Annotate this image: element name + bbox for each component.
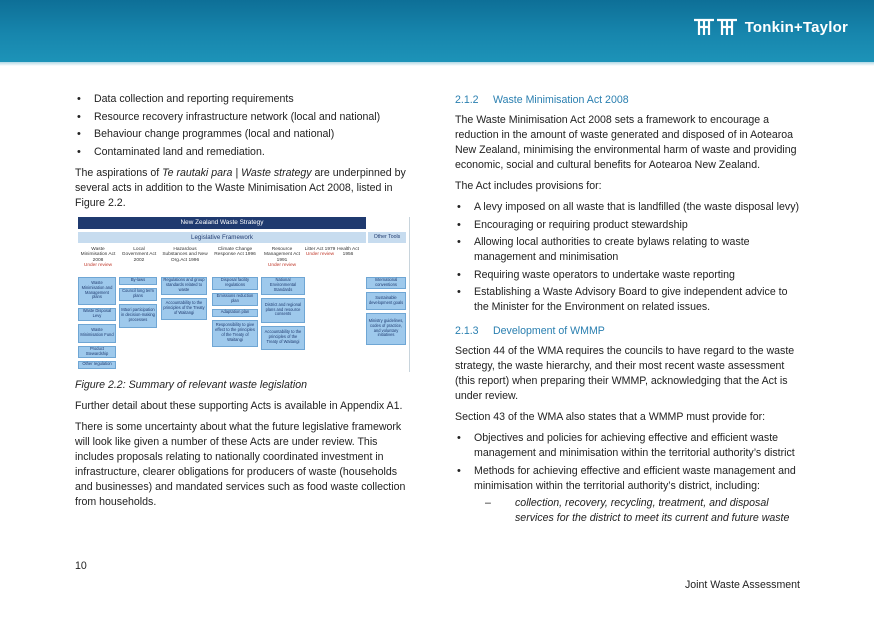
page-number: 10 bbox=[75, 560, 87, 572]
act-name: Waste Minimisation Act 2008 bbox=[80, 246, 116, 263]
act-status: Under review bbox=[305, 252, 335, 258]
act-label bbox=[336, 247, 360, 258]
list-item: • Behaviour change programmes (local and national) bbox=[75, 127, 415, 142]
figure-title: New Zealand Waste Strategy bbox=[78, 217, 366, 229]
list-item: • Establishing a Waste Advisory Board to give independent advice to the Minister for the Environment on related issues. bbox=[455, 285, 800, 315]
resource-box: National Environmental Standards bbox=[261, 277, 305, 295]
list-item: • Requiring waste operators to undertake waste reporting bbox=[455, 268, 800, 283]
appendix-paragraph: Further detail about these supporting Acts is available in Appendix A1. bbox=[75, 399, 403, 412]
legislative-framework-bar: Legislative Framework bbox=[78, 232, 366, 243]
header-band bbox=[0, 0, 874, 62]
act-label bbox=[261, 247, 303, 269]
section-heading-2-1-2 bbox=[455, 93, 800, 108]
legislation-figure bbox=[75, 217, 410, 372]
text-span: are underpinned by several acts in addition to the Waste Minimisation Act 2008, listed in Figure 2.2. bbox=[75, 166, 406, 209]
strategy-title: Te rautaki para | Waste strategy bbox=[162, 166, 312, 179]
hazard-box: Regulations and group standards related to waste bbox=[161, 277, 207, 295]
aspirations-paragraph bbox=[75, 166, 415, 211]
climate-box: Responsibility to give effect to the principles of the Treaty of Waitangi bbox=[212, 320, 258, 347]
hazard-box: Accountability to the principles of the Treaty of Waitangi bbox=[161, 298, 207, 320]
right-column bbox=[455, 92, 800, 526]
text-span: The aspirations of bbox=[75, 166, 163, 179]
waste-plan-box: Other regulation bbox=[78, 361, 116, 369]
act-name: Climate Change Response Act 1996 bbox=[214, 246, 256, 258]
other-tools-bar: Other Tools bbox=[368, 232, 406, 243]
wmmp-provisions-list bbox=[455, 431, 800, 494]
uncertainty-paragraph: There is some uncertainty about what the future legislative framework will look like given a number of these Acts are under review. This includes proposals relating to nationally coordinated investment in infrastructure, clearer obligations for producers of waste (households and businesses) and mandated services such as food waste collection from households. bbox=[75, 420, 406, 508]
resource-box: District and regional plans and resource consents bbox=[261, 298, 305, 323]
list-item: • Methods for achieving effective and efficient waste management and minimisation within the territorial authority’s district, including: bbox=[455, 464, 800, 494]
left-bullet-list bbox=[75, 92, 415, 160]
waste-plan-box: Waste Minimisation and Management plans bbox=[78, 277, 116, 305]
climate-box: Emissions reduction plan bbox=[212, 293, 258, 306]
local-gov-box: Council long term plans bbox=[119, 288, 157, 301]
list-item: • Encouraging or requiring product stewardship bbox=[455, 218, 800, 233]
act-name: Health Act 1956 bbox=[337, 246, 359, 258]
brand-logo[interactable] bbox=[693, 17, 848, 37]
waste-plan-box: Product Stewardship bbox=[78, 346, 116, 358]
sub-list-text: collection, recovery, recycling, treatment, and disposal services for the district to meet its current and future waste bbox=[515, 497, 790, 524]
section-44-paragraph: Section 44 of the WMA requires the councils to have regard to the waste strategy, the waste hierarchy, and their most recent waste assessment (this report) when preparing their WMMP, acknowledging that the Act is under review. bbox=[455, 345, 795, 402]
other-tools-box: International conventions bbox=[366, 277, 406, 289]
provisions-intro: The Act includes provisions for: bbox=[455, 180, 602, 192]
section-title: Development of WMMP bbox=[493, 325, 605, 337]
list-item: • Contaminated land and remediation. bbox=[75, 145, 415, 160]
list-item: • Data collection and reporting requirements bbox=[75, 92, 415, 107]
climate-box: Adaptation plan bbox=[212, 309, 258, 317]
resource-box: Accountability to the principles of the Treaty of Waitangi bbox=[261, 326, 305, 350]
figure-caption: Figure 2.2: Summary of relevant waste legislation bbox=[75, 378, 307, 391]
act-name: Hazardous Substances and New Org.Act 1996 bbox=[162, 246, 208, 263]
other-tools-box: Sustainable development goals bbox=[366, 292, 406, 310]
footer-doc-title: Joint Waste Assessment bbox=[684, 579, 800, 591]
local-gov-box: By-laws bbox=[119, 277, 157, 285]
provisions-list bbox=[455, 200, 800, 315]
act-label bbox=[78, 247, 118, 269]
other-tools-box: Ministry guidelines, codes of practice, and voluntary initiatives bbox=[366, 313, 406, 345]
section-title: Waste Minimisation Act 2008 bbox=[493, 94, 629, 106]
act-name: Resource Management Act 1991 bbox=[264, 246, 300, 263]
wma-paragraph: The Waste Minimisation Act 2008 sets a framework to encourage a reduction in the amount of waste generated and disposed of in Aotearoa New Zealand, minimising the environmental harm of waste and providing economic, social and cultural benefits for Aotearoa New Zealand. bbox=[455, 114, 797, 171]
list-item: • Objectives and policies for achieving effective and efficient waste management and minimisation within the territorial authority’s district bbox=[455, 431, 800, 461]
act-name: Local Government Act 2002 bbox=[121, 246, 157, 263]
act-status: Under review bbox=[267, 263, 297, 269]
left-column bbox=[75, 92, 415, 516]
act-label bbox=[212, 247, 258, 258]
act-status: Under review bbox=[83, 263, 113, 269]
section-heading-2-1-3 bbox=[455, 324, 800, 339]
sub-list-item bbox=[455, 496, 800, 526]
act-label bbox=[304, 247, 336, 258]
local-gov-box: Māori participation in decision-making processes bbox=[119, 304, 157, 328]
waste-plan-box: Waste Minimisation Fund bbox=[78, 324, 116, 343]
section-number: 2.1.3 bbox=[455, 325, 479, 337]
waste-plan-box: Waste Disposal Levy bbox=[78, 308, 116, 321]
section-43-paragraph: Section 43 of the WMA also states that a WMMP must provide for: bbox=[455, 411, 766, 423]
dash-marker: – bbox=[485, 497, 491, 509]
brand-name: Tonkin+Taylor bbox=[744, 18, 848, 36]
act-name: Litter Act 1979 bbox=[304, 246, 336, 252]
tt-logo-mark-icon bbox=[693, 17, 739, 37]
list-item: • A levy imposed on all waste that is landfilled (the waste disposal levy) bbox=[455, 200, 800, 215]
list-item: • Allowing local authorities to create bylaws relating to waste management and minimisation bbox=[455, 235, 800, 265]
list-item: • Resource recovery infrastructure network (local and national) bbox=[75, 110, 415, 125]
climate-box: Disposal facility regulations bbox=[212, 277, 258, 290]
section-number: 2.1.2 bbox=[455, 94, 479, 106]
act-label bbox=[161, 247, 209, 264]
act-label bbox=[121, 247, 157, 264]
